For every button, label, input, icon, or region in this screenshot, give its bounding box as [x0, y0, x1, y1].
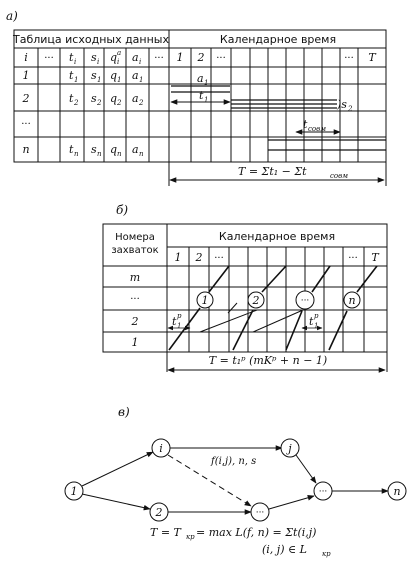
panel-b-cyclogram-lines — [169, 266, 377, 350]
col-q — [110, 49, 121, 66]
bar-s2-label — [336, 98, 353, 113]
c-node-2: 2 — [155, 506, 163, 519]
b-cal-dots: ··· — [214, 253, 224, 264]
svg-text:совм: совм — [330, 172, 349, 180]
svg-text:кр: кр — [322, 550, 331, 558]
b-node-2: 2 — [252, 294, 260, 307]
svg-text:n: n — [97, 150, 102, 158]
c-node-dots-mid: ··· — [255, 508, 265, 518]
c-node-n: n — [393, 485, 401, 498]
svg-text:2: 2 — [139, 99, 144, 107]
c-node-j: j — [288, 442, 292, 455]
bar-a1-label — [197, 72, 208, 87]
col-a — [132, 51, 141, 66]
svg-text:1: 1 — [139, 76, 144, 84]
svg-text:n: n — [117, 150, 122, 158]
svg-text:2: 2 — [22, 92, 30, 105]
panel-b-header-left-2: захваток — [111, 245, 159, 256]
c-node-1: 1 — [70, 485, 78, 498]
svg-text:1: 1 — [204, 96, 209, 104]
svg-text:i: i — [74, 58, 77, 66]
panel-a-header-left: Таблица исходных данных — [13, 33, 169, 46]
panel-c-formula — [150, 526, 316, 541]
svg-text:i: i — [97, 58, 100, 66]
svg-text:1: 1 — [204, 79, 209, 87]
b-row-1: 1 — [131, 336, 139, 349]
svg-text:)s: )s — [337, 98, 347, 111]
panel-c-formula-2 — [262, 543, 331, 558]
b-cal-1: 1 — [174, 251, 182, 264]
svg-text:= max L(f, n) = Σt(i,j): = max L(f, n) = Σt(i,j) — [196, 526, 317, 539]
svg-text:T = Σt₁ − Σt: T = Σt₁ − Σt — [238, 165, 307, 178]
panel-c-nodes — [65, 439, 406, 521]
bar-tsovm-label — [303, 118, 326, 133]
cal-1: 1 — [176, 51, 184, 64]
bar-t1-label — [199, 89, 208, 104]
b-row-dots: ··· — [130, 294, 140, 305]
panel-c — [65, 405, 406, 558]
panel-b-nodes — [197, 291, 360, 309]
svg-text:i: i — [117, 58, 120, 66]
cal-dots-2: ··· — [344, 53, 354, 64]
svg-text:1: 1 — [314, 322, 319, 330]
cal-T: T — [368, 51, 376, 64]
svg-text:s: s — [91, 92, 97, 105]
panel-b-header-left-1: Номера — [115, 232, 155, 243]
svg-text:a: a — [132, 143, 139, 156]
b-node-dots: ··· — [300, 296, 310, 306]
svg-text:a: a — [132, 69, 139, 82]
panel-a — [6, 9, 386, 186]
panel-b-header-right: Календарное время — [218, 230, 336, 243]
panel-c-label: в) — [118, 405, 130, 419]
panel-a-formula — [238, 165, 348, 180]
svg-text:t: t — [69, 143, 74, 156]
panel-b-label: б) — [116, 203, 129, 217]
svg-text:n: n — [22, 143, 30, 156]
b-t-label-1 — [172, 312, 182, 330]
svg-text:n: n — [74, 150, 79, 158]
svg-text:n: n — [139, 150, 144, 158]
svg-text:t: t — [309, 315, 314, 328]
cal-dots: ··· — [216, 53, 226, 64]
panel-b-formula: T = t₁ᵖ (mKᵖ + n − 1) — [208, 354, 328, 367]
col-t — [69, 51, 76, 66]
svg-text:1: 1 — [74, 76, 79, 84]
svg-text:p: p — [314, 312, 319, 320]
svg-text:t: t — [69, 92, 74, 105]
svg-text:i: i — [139, 58, 142, 66]
svg-text:q: q — [110, 51, 118, 64]
svg-text:p: p — [177, 312, 182, 320]
svg-text:q: q — [110, 143, 118, 156]
b-cal-T: T — [371, 251, 379, 264]
svg-text:s: s — [91, 143, 97, 156]
b-row-2: 2 — [131, 315, 139, 328]
svg-text:a: a — [132, 92, 139, 105]
b-cal-dots-2: ··· — [348, 253, 358, 264]
cal-2: 2 — [197, 51, 205, 64]
svg-text:кр: кр — [186, 533, 195, 541]
c-node-dots-right: ··· — [318, 487, 328, 497]
panel-a-label: а) — [6, 9, 18, 23]
col-s — [91, 51, 99, 66]
panel-a-header-right: Календарное время — [219, 33, 337, 46]
c-edge-label: f(i,j), n, s — [211, 456, 257, 467]
svg-text:t: t — [199, 89, 204, 102]
b-t-label-2 — [309, 312, 319, 330]
svg-text:2: 2 — [117, 99, 122, 107]
svg-text:a: a — [197, 72, 204, 85]
b-node-1: 1 — [201, 294, 209, 307]
svg-text:2: 2 — [348, 105, 353, 113]
svg-text:1: 1 — [97, 76, 102, 84]
svg-text:s: s — [91, 69, 97, 82]
b-row-m: m — [129, 271, 141, 284]
svg-text:t: t — [69, 69, 74, 82]
b-node-n: n — [348, 294, 356, 307]
b-cal-2: 2 — [195, 251, 203, 264]
svg-text:t: t — [69, 51, 74, 64]
svg-text:2: 2 — [97, 99, 102, 107]
svg-text:t: t — [172, 315, 177, 328]
col-dots-2: ··· — [154, 53, 164, 64]
svg-text:a: a — [132, 51, 139, 64]
panel-b — [103, 203, 387, 372]
svg-text:совм: совм — [308, 125, 327, 133]
svg-text:1: 1 — [22, 69, 30, 82]
svg-text:(i, j) ∈ L: (i, j) ∈ L — [262, 543, 307, 556]
c-node-i: i — [159, 442, 163, 455]
col-i: i — [24, 51, 28, 64]
svg-text:q: q — [110, 69, 118, 82]
row-1 — [23, 69, 144, 84]
svg-text:1: 1 — [177, 322, 182, 330]
col-dots: ··· — [44, 53, 54, 64]
svg-text:s: s — [91, 51, 97, 64]
svg-text:q: q — [110, 92, 118, 105]
svg-text:1: 1 — [117, 76, 122, 84]
svg-text:a: a — [117, 49, 122, 57]
svg-text:t: t — [303, 118, 308, 131]
svg-text:2: 2 — [74, 99, 79, 107]
row-dots: ··· — [21, 119, 31, 130]
svg-text:T = T: T = T — [150, 526, 181, 539]
